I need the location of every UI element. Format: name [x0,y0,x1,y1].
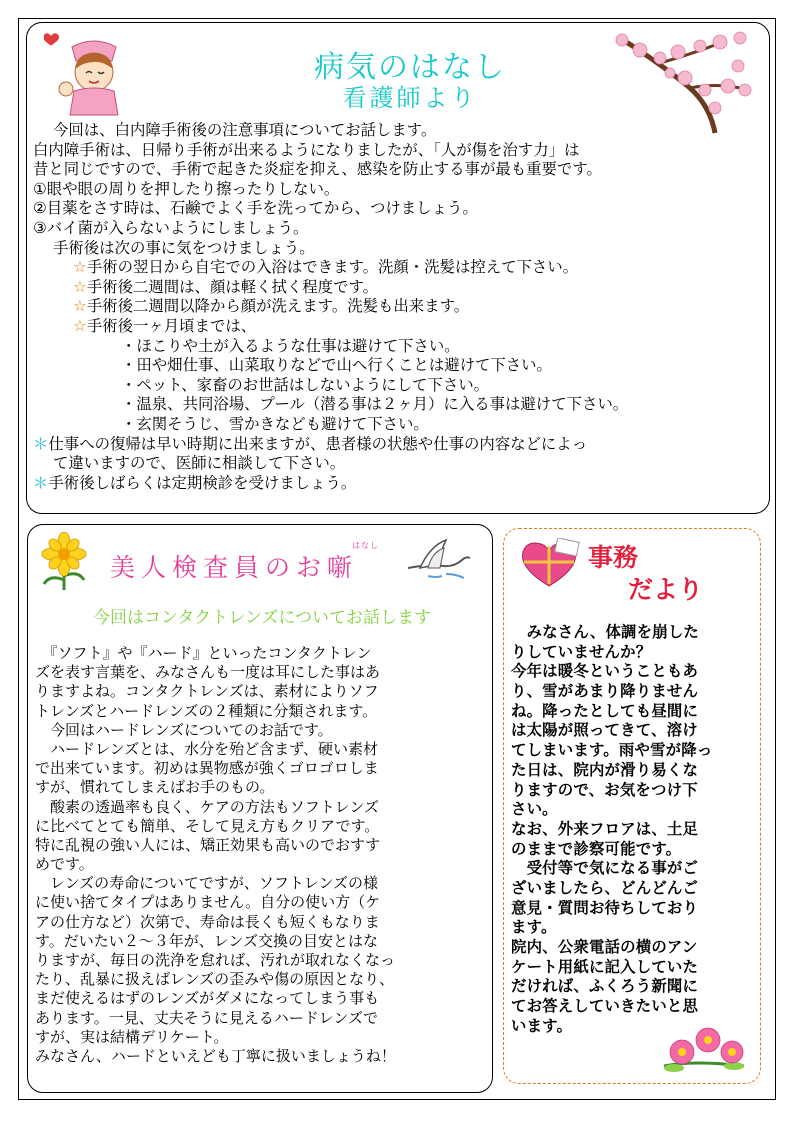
jimu-title-line1: 事務 [588,543,639,572]
star-item: ☆手術後二週間は、顔は軽く拭く程度です。 [73,277,379,296]
star-icon: ☆ [73,277,87,296]
article-line: ②目薬をさす時は、石鹸でよく手を洗ってから、つけましょう。 [33,199,478,218]
jimu-line: のままで診察可能です。 [511,839,682,858]
jimu-line: てしまいます。雨や雪が降っ [511,741,713,760]
pink-flowers-icon [654,1022,754,1078]
jimu-line: てお答えしていきたいと思 [511,997,699,1016]
nurse-article-text [33,121,768,493]
jimu-line: 今年は暖冬ということもあ [511,662,699,681]
star-item: ☆手術の翌日から自宅での入浴はできます。洗顔・洗髪は控えて下さい。 [73,258,579,277]
plum-blossom-illustration [600,28,760,136]
article-line: アの仕方など）次第で、寿命は長くも短くもなりま [35,912,380,931]
article-line: ①眼や眼の周りを押したり擦ったりしない。 [33,179,340,198]
article-line: ハードレンズとは、水分を殆ど含まず、硬い素材 [35,739,378,758]
article-line: あります。一見、丈夫そうに見えるハードレンズで [35,1008,378,1027]
bijin-title: 美人検査員のお噺 [110,553,359,582]
article-line: 今回は、白内障手術後の注意事項についてお話します。 [53,121,437,139]
jimu-line: ます。 [511,918,557,937]
dot-item: ・温泉、共同浴場、プール（潜る事は２ヶ月）に入る事は避けて下さい。 [121,395,629,414]
jimu-line: なお、外来フロアは、土足 [511,819,699,838]
page-subtitle: 看護師より [342,84,478,112]
article-line: に比べてとても簡単、そして見え方もクリアです。 [35,816,380,835]
article-line: トレンズとハードレンズの２種類に分類されます。 [35,701,378,720]
article-line: で出来ています。初めは異物感が強くゴロゴロしま [35,759,379,778]
note-item: ＊仕事への復帰は早い時期に出来ますが、患者様の状態や仕事の内容などによっ [33,434,588,453]
star-icon: ☆ [73,316,87,335]
asterisk-icon: ＊ [33,434,49,453]
star-item: ☆手術後二週間以降から顔が洗えます。洗髪も出来ます。 [73,297,470,316]
heart-gift-icon [516,538,582,588]
jimu-line: 意見・質問お待ちしており [511,898,699,917]
bijin-subtitle: 今回はコンタクトレンズについてお話します [92,608,432,628]
article-line: すが、実は結構デリケート。 [35,1027,229,1046]
jimu-line: り、雪があまり降りません [511,682,699,701]
jimu-line: 受付等で気になる事がご [511,859,699,878]
jimu-line: りますので、お気をつけ下 [511,780,698,799]
crane-icon [398,538,478,582]
article-line: 『ソフト』や『ハード』といったコンタクトレン [35,644,372,662]
article-line: 手術後は次の事に気をつけましょう。 [53,238,315,257]
article-line: 今回はハードレンズについてのお話です。 [35,720,333,739]
note-item: て違いますので、医師に相談して下さい。 [53,454,346,473]
jimu-title-line2: だより [628,575,704,604]
bijin-article-text [35,644,490,1066]
asterisk-icon: ＊ [33,473,49,492]
jimu-line: だければ、ふくろう新聞に [511,977,699,996]
jimu-text [511,623,757,1036]
article-line: すが、慣れてしまえばお手のもの。 [35,778,275,797]
article-line: りますが、毎日の洗浄を怠れば、汚れが取れなくなっ [35,951,396,969]
article-line: りますよね。コンタクトレンズは、素材によりソフ [35,682,379,701]
star-icon: ☆ [73,258,87,277]
article-line: す。だいたい２～３年が、レンズ交換の目安とはな [35,931,378,950]
article-line: まだ使えるはずのレンズがダメになってしまう事も [35,989,380,1008]
jimu-line: た日は、院内が滑り易くな [511,760,699,779]
article-line: みなさん、ハードといえども丁寧に扱いましょうね！ [35,1046,396,1065]
jimu-line: ざいましたら、どんどんご [511,878,699,897]
article-line: 酸素の透過率も良く、ケアの方法もソフトレンズ [35,797,379,816]
article-line: めです。 [35,855,94,874]
star-item: ☆手術後一ヶ月頃までは、 [73,316,257,335]
article-line: 特に乱視の強い人には、矯正効果も高いのでおすす [35,835,381,854]
jimu-line: は太陽が照ってきて、溶け [511,721,698,740]
note-item: ＊手術後しばらくは定期検診を受けましょう。 [33,473,357,492]
article-line: レンズの寿命についてですが、ソフトレンズの様 [35,874,379,893]
jimu-line: います。 [511,1016,573,1035]
page-title: 病気のはなし [314,50,506,85]
article-line: たり、乱暴に扱えばレンズの歪みや傷の原因となり、 [35,970,395,989]
article-line: ズを表す言葉を、みなさんも一度は耳にした事はあ [35,663,381,682]
yellow-flower-icon [34,530,94,592]
bijin-title-ruby: はなし [352,541,379,550]
jimu-line: りしていませんか？ [511,642,652,661]
jimu-line: 院内、公衆電話の横のアン [511,938,698,956]
dot-item: ・ペット、家畜のお世話はしないようにして下さい。 [121,375,489,394]
jimu-line: さい。 [511,800,558,819]
star-icon: ☆ [73,297,87,316]
article-line: 昔と同じですので、手術で起きた炎症を抑え、感染を防止する事が最も重要です。 [33,160,602,179]
dot-item: ・田や畑仕事、山菜取りなどで山へ行くことは避けて下さい。 [121,356,552,375]
jimu-line: ケート用紙に記入していた [511,957,699,976]
dot-item: ・ほこりや土が入るような仕事は避けて下さい。 [121,336,460,355]
article-line: ③バイ菌が入らないようにしましょう。 [33,218,309,237]
nurse-illustration [44,27,134,117]
jimu-line: ね。降ったとしても昼間に [511,701,699,720]
article-line: に使い捨てタイプはありません。自分の使い方（ケ [35,893,381,912]
article-line: 白内障手術は、日帰り手術が出来るようになりましたが、「人が傷を治す力」は [33,140,580,159]
jimu-line: みなさん、体調を崩した [511,623,700,641]
dot-item: ・玄関そうじ、雪かきなども避けて下さい。 [121,414,429,433]
